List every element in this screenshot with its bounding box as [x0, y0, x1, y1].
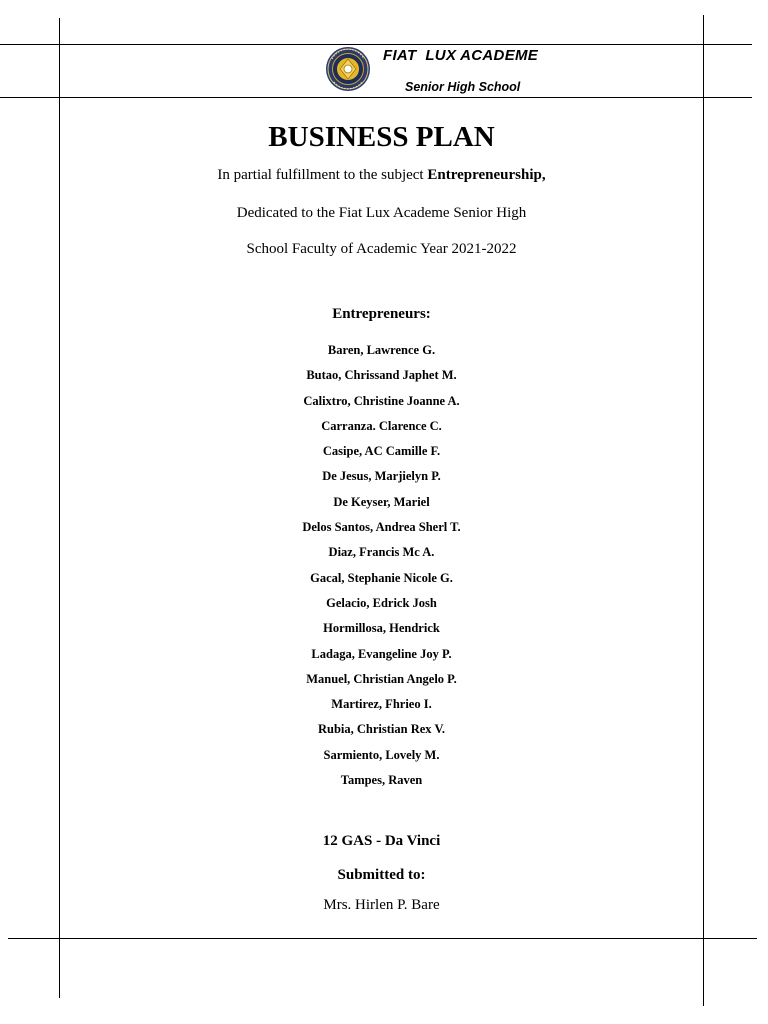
entrepreneur-name: Baren, Lawrence G. — [327, 343, 436, 357]
entrepreneurs-list — [60, 342, 703, 797]
dedication-line-2: School Faculty of Academic Year 2021-2022 — [246, 241, 517, 257]
entrepreneur-name: Calixtro, Christine Joanne A. — [303, 393, 460, 408]
submitted-to-label: Submitted to: — [337, 867, 426, 883]
entrepreneur-name: Gelacio, Edrick Josh — [326, 595, 437, 610]
school-seal-icon — [325, 46, 371, 92]
entrepreneur-name: Tampes, Raven — [340, 773, 423, 788]
entrepreneurs-heading: Entrepreneurs: — [332, 306, 431, 322]
entrepreneur-name: Martirez, Fhrieo I. — [331, 697, 432, 712]
entrepreneur-name: De Jesus, Marjielyn P. — [322, 469, 441, 484]
entrepreneur-name: Carranza. Clarence C. — [321, 418, 442, 433]
entrepreneur-name: Gacal, Stephanie Nicole G. — [310, 570, 453, 585]
document-title: BUSINESS PLAN — [268, 121, 495, 153]
footer-rule — [8, 938, 757, 939]
fulfillment-subject: Entrepreneurship, — [427, 167, 546, 183]
entrepreneur-name: Ladaga, Evangeline Joy P. — [311, 646, 452, 661]
crop-line-right-bottom — [703, 938, 704, 1006]
class-section: 12 GAS - Da Vinci — [322, 833, 441, 849]
school-name: FIAT LUX ACADEME — [383, 47, 539, 64]
entrepreneur-name: Diaz, Francis Mc A. — [328, 545, 435, 560]
entrepreneur-name: Rubia, Christian Rex V. — [318, 722, 445, 737]
crop-line-right-body — [703, 97, 704, 938]
school-subtitle: Senior High School — [405, 80, 521, 94]
document-header — [60, 44, 703, 97]
entrepreneur-name: De Keyser, Mariel — [333, 494, 430, 509]
entrepreneur-name: Butao, Chrissand Japhet M. — [306, 368, 457, 383]
submitted-to-name: Mrs. Hirlen P. Bare — [323, 897, 440, 913]
header-bottom-rule — [0, 97, 752, 98]
entrepreneur-name: Casipe, AC Camille F. — [322, 444, 441, 459]
fulfillment-line — [60, 167, 703, 184]
dedication-line-1: Dedicated to the Fiat Lux Academe Senior High — [236, 205, 527, 221]
entrepreneur-name: Manuel, Christian Angelo P. — [306, 671, 457, 686]
crop-line-right-top — [703, 15, 704, 97]
fulfillment-prefix: In partial fulfillment to the subject — [217, 167, 428, 183]
entrepreneur-name: Hormillosa, Hendrick — [323, 621, 440, 636]
entrepreneur-name: Sarmiento, Lovely M. — [323, 747, 440, 762]
crop-line-left-bottom — [59, 938, 60, 998]
entrepreneur-name: Delos Santos, Andrea Sherl T. — [302, 520, 461, 535]
